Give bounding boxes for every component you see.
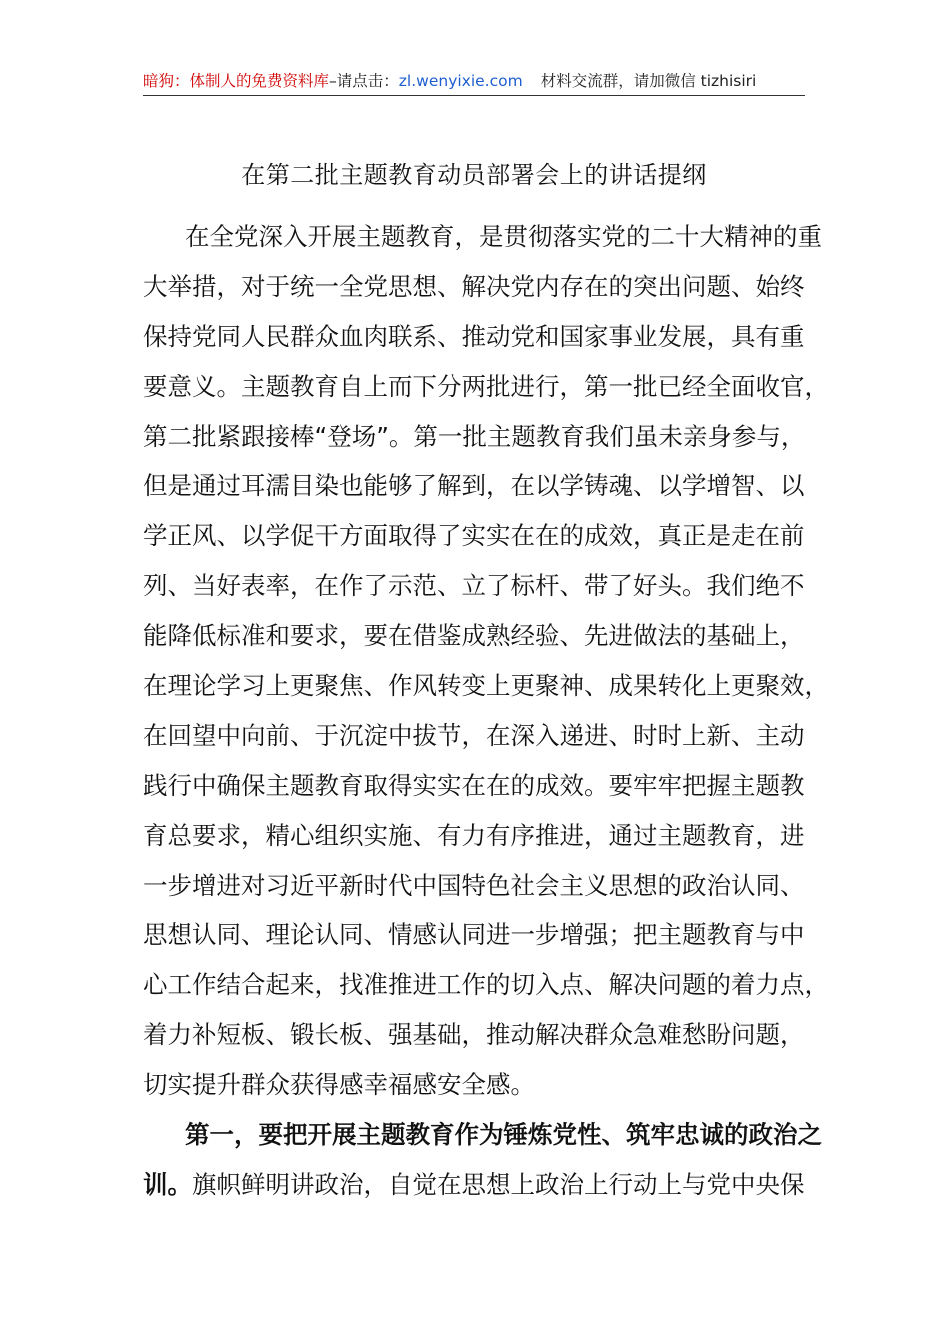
- body-line: 要意义。主题教育自上而下分两批进行，第一批已经全面收官，: [143, 371, 829, 401]
- body-line: 列、当好表率，在作了示范、立了标杆、带了好头。我们绝不: [143, 571, 805, 601]
- section-first-line2: [143, 1160, 808, 1210]
- body-line: 保持党同人民群众血肉联系、推动党和国家事业发展，具有重: [143, 321, 805, 351]
- body-line: 第二批紧跟接棒“登场”。第一批主题教育我们虽未亲身参与，: [143, 421, 806, 451]
- body-line: 在全党深入开展主题教育，是贯彻落实党的二十大精神的重: [185, 222, 822, 251]
- header-divider: [143, 95, 805, 96]
- body-line: 但是通过耳濡目染也能够了解到，在以学铸魂、以学增智、以: [143, 471, 805, 501]
- body-line: 切实提升群众获得感幸福感安全感。: [143, 1070, 535, 1100]
- header-url-link[interactable]: zl.wenyixie.com: [398, 72, 523, 90]
- page-header: [143, 68, 805, 94]
- section-heading-first-end: 训。: [143, 1169, 192, 1199]
- header-wechat-note: 材料交流群，请加微信 tizhisiri: [540, 72, 757, 90]
- body-line: 心工作结合起来，找准推进工作的切入点、解决问题的着力点，: [143, 970, 829, 1000]
- header-prompt: –请点击：: [329, 72, 399, 90]
- body-line: 能降低标准和要求，要在借鉴成熟经验、先进做法的基础上，: [143, 621, 805, 651]
- section-first-text: 旗帜鲜明讲政治，自觉在思想上政治上行动上与党中央保: [192, 1169, 805, 1199]
- section-heading-first: 第一，要把开展主题教育作为锤炼党性、筑牢忠诚的政治之: [185, 1120, 822, 1150]
- body-line: 思想认同、理论认同、情感认同进一步增强；把主题教育与中: [143, 920, 805, 950]
- body-line: 学正风、以学促干方面取得了实实在在的成效，真正是走在前: [143, 521, 805, 551]
- body-line: 育总要求，精心组织实施、有力有序推进，通过主题教育，进: [143, 820, 805, 850]
- body-line: 践行中确保主题教育取得实实在在的成效。要牢牢把握主题教: [143, 770, 805, 800]
- header-site-name: 暗狗：体制人的免费资料库: [143, 72, 330, 90]
- body-line: 着力补短板、锻长板、强基础，推动解决群众急难愁盼问题，: [143, 1020, 805, 1050]
- document-title: 在第二批主题教育动员部署会上的讲话提纲: [241, 161, 707, 189]
- document-body: [143, 212, 829, 1210]
- body-line: 在理论学习上更聚焦、作风转变上更聚神、成果转化上更聚效，: [143, 671, 829, 701]
- body-line: 一步增进对习近平新时代中国特色社会主义思想的政治认同、: [143, 870, 805, 900]
- body-line: 大举措，对于统一全党思想、解决党内存在的突出问题、始终: [143, 271, 805, 301]
- body-line: 在回望中向前、于沉淀中拔节，在深入递进、时时上新、主动: [143, 720, 805, 750]
